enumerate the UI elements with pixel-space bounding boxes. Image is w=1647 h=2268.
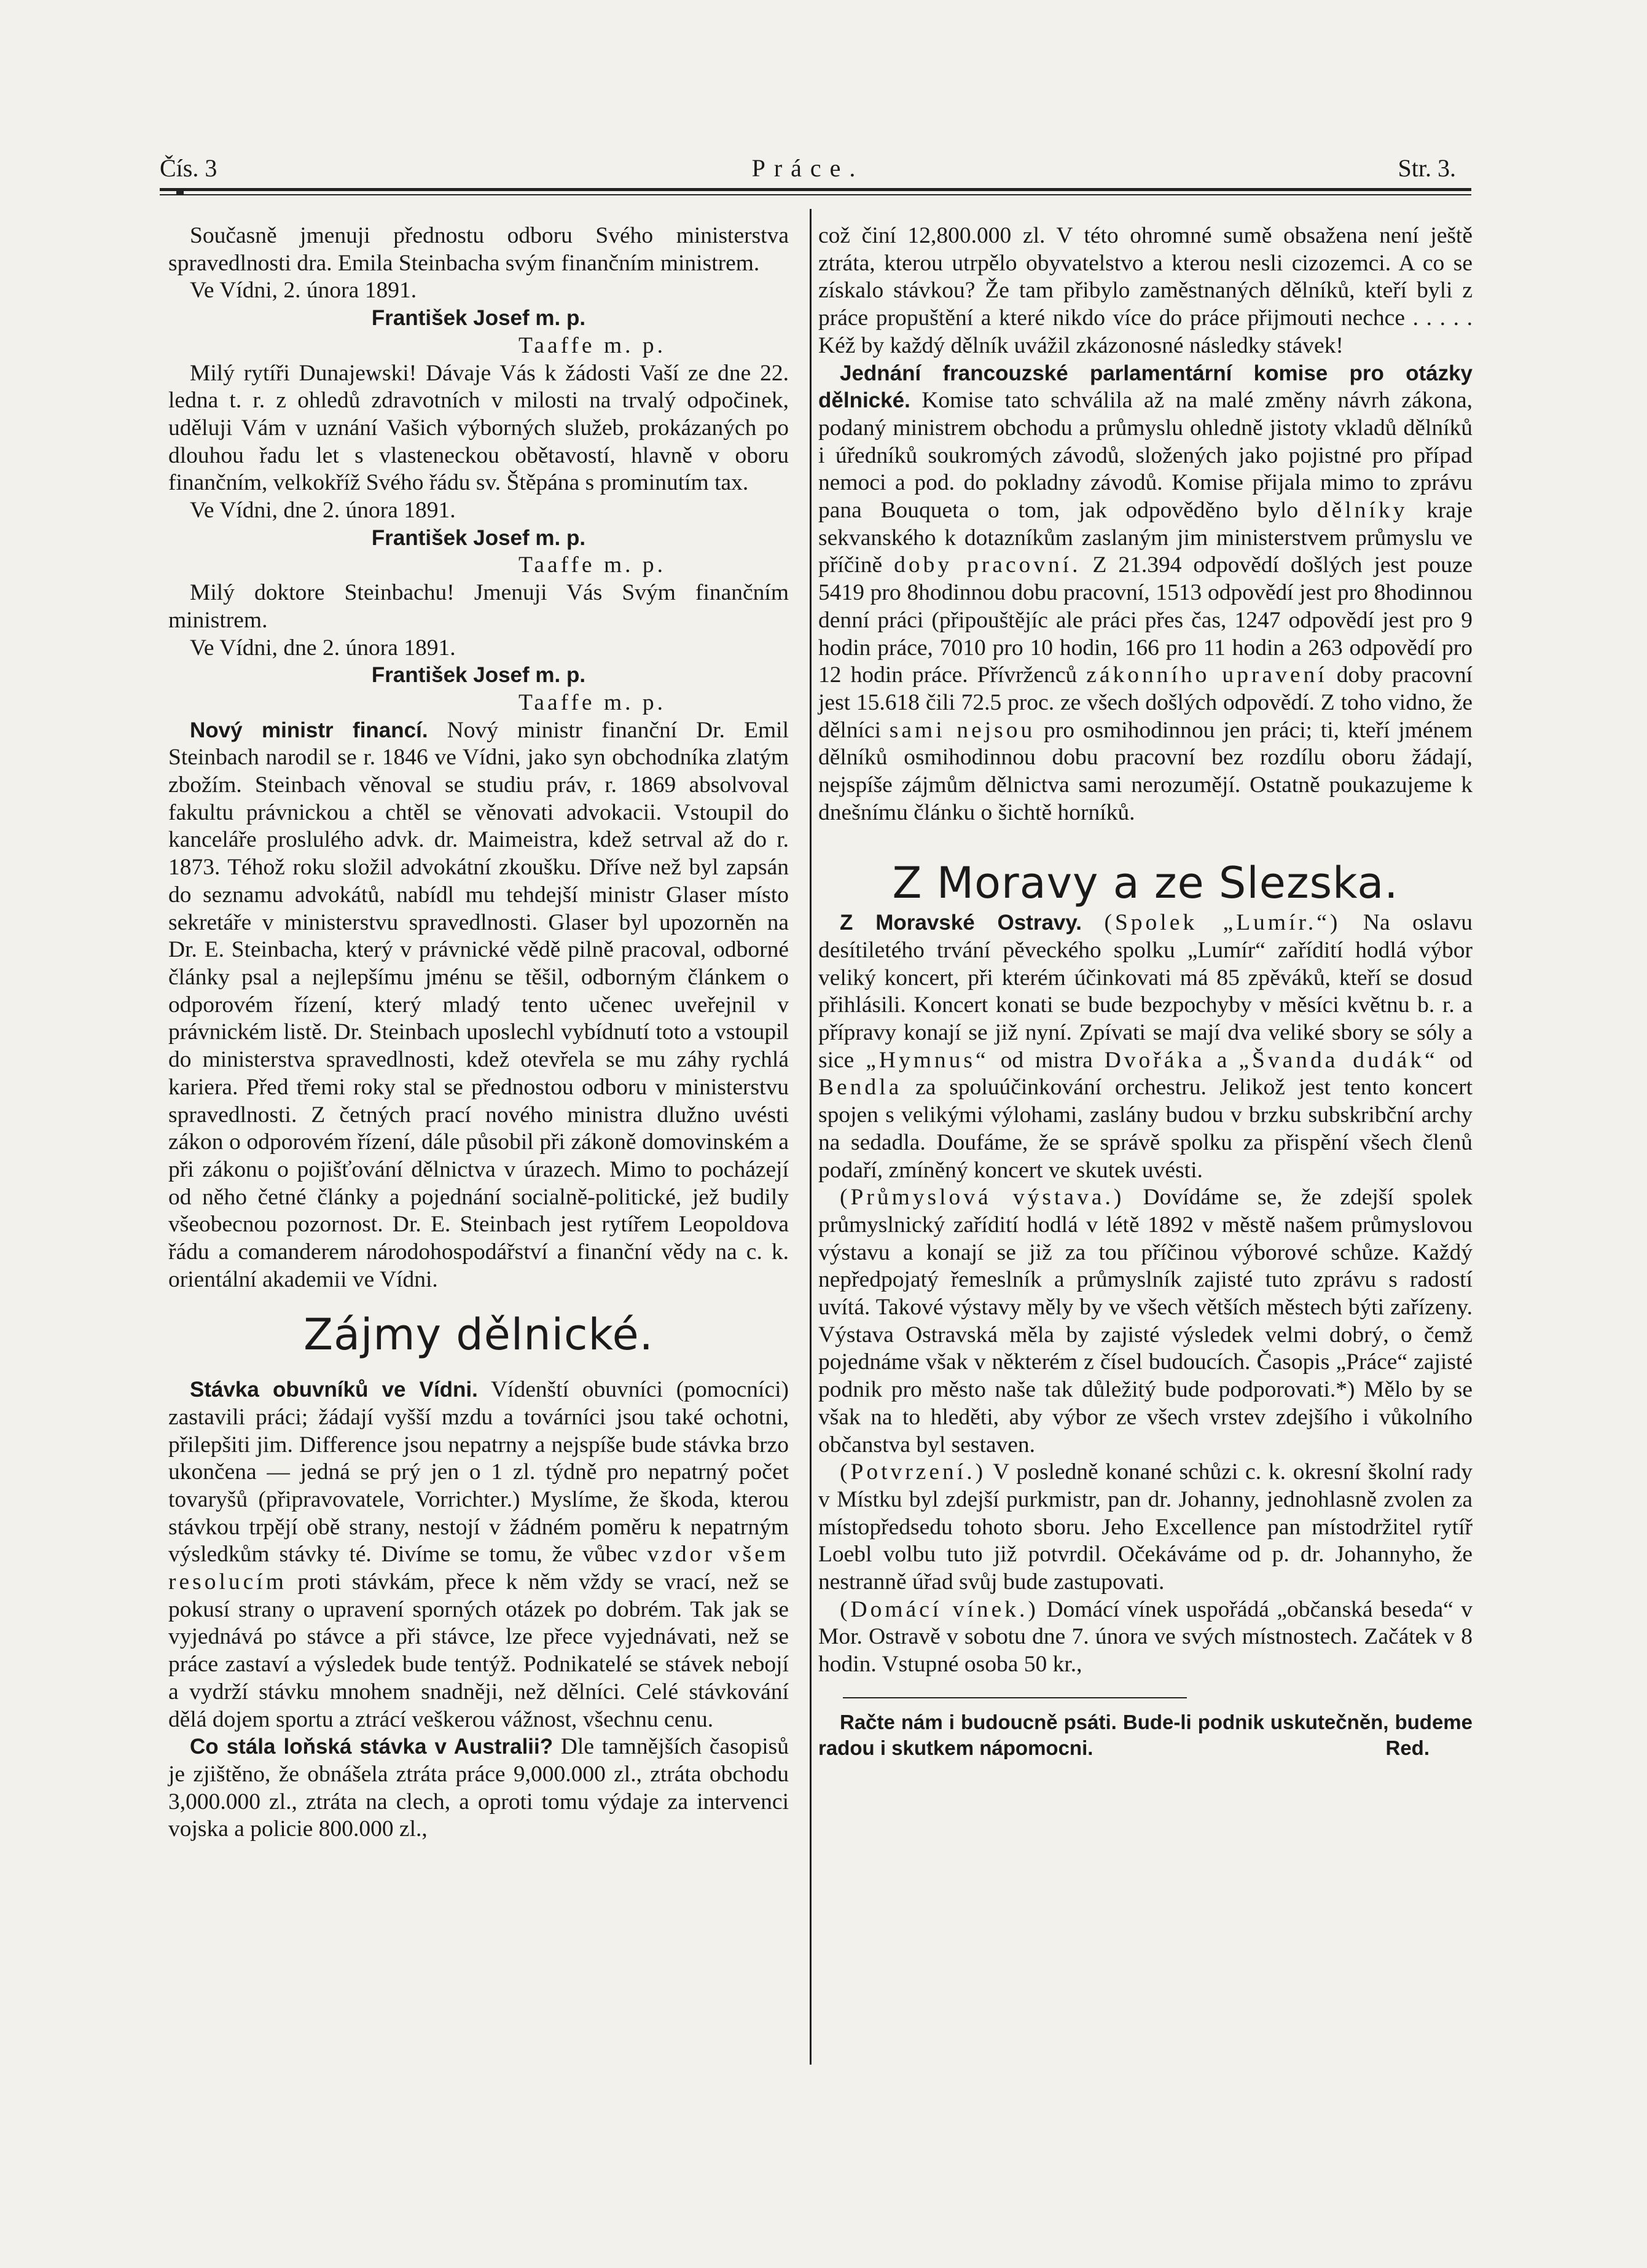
spaced-emphasis: doby pracovní. [894, 552, 1081, 578]
article-body: Komise tato schválila až na malé změny návrh zákona, podaný ministrem obchodu a průmyslu ohledně jistoty vkladů dělníků i úředníků soukromých závodů, složených jako pojistné pro případ nemoci a pod. do pokladny závodů. Komise přijala mimo to zprávu pana Bouqueta o tom, jak odpověděno bylo [818, 388, 1473, 524]
spaced-emphasis: (Průmyslová výstava.) [840, 1185, 1125, 1211]
spaced-emphasis: dělníky [1316, 498, 1408, 524]
footnote-text: Račte nám i budoucně psáti. Bude-li podnik uskutečněn, budeme radou i skutkem nápomocni. [818, 1710, 1473, 1759]
right-column [818, 222, 1473, 1761]
header-rule-thin [160, 194, 1471, 195]
article-body: Domácí vínek uspořádá „občanská beseda“ v Mor. Ostravě v sobotu dne 7. února ve svých místnostech. Začátek v 8 hodin. Vstupné osoba 50 kr., [818, 1596, 1473, 1677]
article-body: za spoluúčinkování orchestru. Jelikož jest tento koncert spojen s velikými výlohami, zaslány budou v brzku subskribční archy na sedadla. Doufáme, že se správě spolku za přispění všech členů podaří, zmíněný koncert ve skutek uvésti. [818, 1075, 1473, 1183]
decree-paragraph: Milý doktore Steinbachu! Jmenuji Vás Svým finančním ministrem. [168, 580, 789, 633]
spaced-emphasis: „Hymnus“ [866, 1047, 989, 1073]
article-lumir [818, 909, 1473, 1184]
decree-paragraph: Milý rytíři Dunajewski! Dávaje Vás k žádosti Vaší ze dne 22. ledna t. r. z ohledů zdravotních v milosti na trvalý odpočinek, uděluji Vám v uznání Vašich výborných služeb, prokázaných po dlouhou řadu let s vlasteneckou obětavostí, hlavně v oboru finančním, velkokříž Svého řádu sv. Štěpána s prominutím tax. [168, 360, 789, 496]
article-body: proti stávkám, přece k něm vždy se vrací, než se pokusí strany o upravení sporných otázek po dobrém. Tak jak se vyjednává po stávce a při stávce, lze přece vyjednávati, než se práce zastaví a výsledek bude tentýž. Podnikatelé se stávek nebojí a vydrží stávku mnohem snadněji, než dělníci. Celé stávkování dělá dojem sportu a ztrácí veškerou vážnost, všechnu cenu. [168, 1569, 789, 1732]
article-heading: Co stála loňská stávka v Australii? [190, 1735, 554, 1759]
footnote-sign: Red. [1385, 1736, 1430, 1759]
article-body: a [1216, 1047, 1227, 1073]
article-domestic-party [818, 1596, 1473, 1679]
signature-taaffe: Taaffe m. p. [518, 689, 666, 715]
article-body: od [1449, 1047, 1473, 1073]
article-body: Vídenští obuvníci (pomocníci) zastavili práci; žádají vyšší mzdu a továrníci jsou také ochotni, přilepšiti jim. Difference jsou nepatrny a nejspíše bude stávka brzo ukončena — jedná se prý jen o 1 zl. týdně pro nepatrný počet tovaryšů (připravovatele, Vorrichter.) Myslíme, že škoda, kterou stávkou trpějí obě strany, nestojí v žádném poměru k nepatrným výsledkům stávky té. Divíme se tomu, že vůbec [168, 1377, 789, 1568]
article-body: V posledně konané schůzi c. k. okresní školní rady v Místku byl zdejší purkmistr, pan dr. Johanny, jednohlasně zvolen za místopředsedu tohoto sboru. Jeho Excellence pan místodržitel rytíř Loebl volbu tuto již potvrdil. Očekáváme od p. dr. Johannyho, že nestranně úřad svůj bude zastupovati. [818, 1459, 1473, 1595]
spaced-emphasis: Dvořáka [1104, 1047, 1205, 1073]
footnote [818, 1709, 1473, 1761]
article-australia-strike [168, 1733, 789, 1843]
article-heading: Jednání francouzské parlamentární komise pro otázky dělnické. [818, 361, 1473, 413]
signature-emperor: František Josef m. p. [371, 525, 586, 550]
decree-date: Ve Vídni, 2. února 1891. [190, 278, 417, 304]
article-body: Na oslavu desítiletého trvání pěveckého spolku „Lumír“ zařídití hodlá výbor veliký koncert, při kterém účinkovati má 85 zpěváků, kteří se dosud přihlásili. Koncert konati se bude bezpochyby v měsíci květnu b. r. a přípravy konají se již nyní. Zpívati se mají dva veliké sbory se sóly a sice [818, 910, 1473, 1073]
article-confirmation [818, 1459, 1473, 1596]
footnote-rule [843, 1697, 1187, 1698]
signature-emperor: František Josef m. p. [371, 663, 586, 688]
article-shoemakers-strike [168, 1376, 789, 1733]
article-body: pro osmihodinnou jen práci; ti, kteří jménem dělníků osmihodinnou dobu pracovní bez rozdílu oboru žádají, nejspíše zájmům dělnictva sami nerozumějí. Ostatně poukazujeme k dnešnímu článku o šichtě horníků. [818, 717, 1473, 825]
article-body: Dovídáme se, že zdejší spolek průmyslnický zařídití hodlá v létě 1892 v městě našem průmyslovou výstavu a konají se již za tou příčinou výborové schůze. Každý nepředpojatý řemeslník a průmyslník zajisté tuto zprávu s radostí uvítá. Takové výstavy měly by ve všech větších městech býti zařízeny. Výstava Ostravská měla by zajisté výsledek velmi dobrý, o čemž pojednáme však v některém z čísel budoucích. Časopis „Práce“ zajisté podnik pro město naše tak důležitý bude podporovati.*) Mělo by se však na to hleděti, aby výbor ze všech vrstev zdejšího i vůkolního občanstva byl sestaven. [818, 1185, 1473, 1458]
decree-date: Ve Vídni, dne 2. února 1891. [190, 635, 456, 661]
article-body: Dle tamnějších časopisů je zjištěno, že obnášela ztráta práce 9,000.000 zl., ztráta obchodu 3,000.000 zl., ztráta na clech, a oproti tomu výdaje za intervenci vojska a policie 800.000 zl., [168, 1734, 789, 1842]
spaced-emphasis: (Spolek „Lumír.“) [1104, 910, 1341, 936]
article-heading: Nový ministr financí. [190, 718, 428, 742]
page-number: Str. 3. [1398, 154, 1456, 182]
spaced-emphasis: „Švanda dudák“ [1238, 1047, 1438, 1073]
spaced-emphasis: sami nejsou [889, 717, 1036, 743]
paper-title: Práce. [751, 154, 864, 182]
spaced-emphasis: zákonního upravení [1086, 662, 1328, 688]
issue-number: Čís. 3 [160, 154, 217, 182]
article-body: Z 21.394 odpovědí došlých jest pouze 5419 pro 8hodinnou dobu pracovní, 1513 odpovědí jest pro 8hodinnou denní práci (připouštějíc ale práci přes čas, 1247 odpovědí jest pro 9 hodin práce, 7010 pro 10 hodin, 166 pro 11 hodin a 263 odpovědí pro 12 hodin práce. Přívrženců [818, 552, 1473, 688]
article-heading: Stávka obuvníků ve Vídni. [190, 1378, 478, 1402]
article-body: doby pracovní jest 15.618 čili 72.5 proc. ze všech došlých odpovědí. Z toho vidno, že dělníci [818, 662, 1473, 743]
article-body: od mistra [1000, 1047, 1093, 1073]
article-body: Nový ministr finanční Dr. Emil Steinbach narodil se r. 1846 ve Vídni, jako syn obchodníka zlatým zbožím. Steinbach věnoval se studiu práv, r. 1869 absolvoval fakultu právnickou a chtěl se věnovati advokacii. Vstoupil do kanceláře proslulého advk. dr. Maimeistra, kdež setrval až do r. 1873. Téhož roku složil advokátní zkoušku. Dříve než byl zapsán do seznamu advokátů, nabídl mu tehdejší ministr Glaser místo sekretáře v ministerstvu spravedlnosti. Glaser byl upozorněn na Dr. E. Steinbacha, který v právnické vědě pilně pracoval, odborné články psal a nejlepšímu jménu se těšil, odborným článkem o odporovém řízení, který mladý tento učenec uveřejnil v právnickém listě. Dr. Steinbach uposlechl vybídnutí toto a vstoupil do ministerstva spravedlnosti, kdež otevřela se mu záhy rychlá kariera. Před třemi roky stal se přednostou odboru v ministerstvu spravedlnosti. Z četných prací nového ministra dlužno uvésti zákon o odporovém řízení, dále působil při zákoně domovinském a při zákonu o pojišťování dělnictva v úrazech. Mimo to pocházejí od něho četné články a pojednání socialně-politické, jež budily všeobecnou pozornost. Dr. E. Steinbach jest rytířem Leopoldova řádu a comanderem národohospodářství a finanční vědy na c. k. orientální akademii ve Vídni. [168, 717, 789, 1292]
spaced-emphasis: vzdor všem resolucím [168, 1542, 789, 1595]
page-header [160, 154, 1456, 184]
spaced-emphasis: (Potvrzení.) [840, 1459, 987, 1485]
article-heading: Z Moravské Ostravy. [840, 911, 1082, 935]
spaced-emphasis: Bendla [818, 1075, 902, 1101]
article-exhibition [818, 1184, 1473, 1459]
article-french-commission [818, 360, 1473, 827]
section-title: Z Moravy a ze Slezska. [892, 858, 1399, 909]
article-body: kraje sekvanského k dotazníkům zaslaným jim ministerstvem průmyslu ve příčině [818, 498, 1473, 578]
signature-taaffe: Taaffe m. p. [518, 552, 666, 578]
decree-date: Ve Vídni, dne 2. února 1891. [190, 498, 456, 524]
decree-paragraph: Současně jmenuji přednostu odboru Svého ministerstva spravedlnosti dra. Emila Steinbacha svým finančním ministrem. [168, 223, 789, 276]
article-new-minister [168, 717, 789, 1294]
section-title: Zájmy dělnické. [303, 1309, 654, 1360]
spaced-emphasis: (Domácí vínek.) [840, 1596, 1039, 1622]
signature-taaffe: Taaffe m. p. [518, 332, 666, 358]
header-rule-thick [160, 188, 1471, 191]
article-continuation: což činí 12,800.000 zl. V této ohromné sumě obsažena není ještě ztráta, kterou utrpělo obyvatelstvo a kterou nesli cizozemci. A co se získalo stávkou? Že tam přibylo zaměstnaných dělníků, kteří byli z práce propuštění a které nikdo více do práce přijmouti nechce . . . . . Kéž by každý dělník uvážil zkázonosné následky stávek! [818, 223, 1473, 358]
left-column [168, 222, 789, 1843]
column-divider [810, 209, 812, 2065]
signature-emperor: František Josef m. p. [371, 306, 586, 331]
